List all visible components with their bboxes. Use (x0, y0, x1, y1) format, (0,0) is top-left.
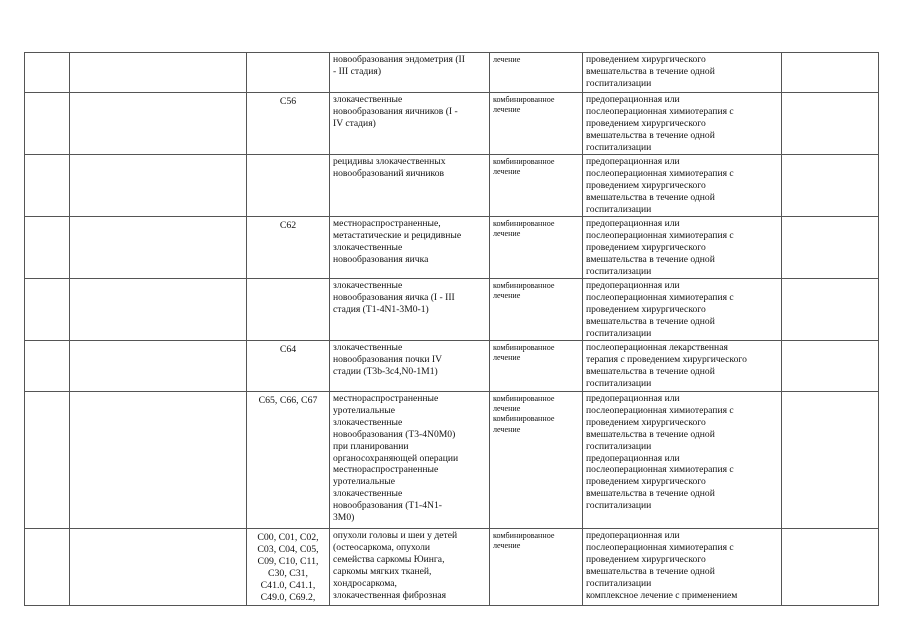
table-row (25, 341, 879, 392)
document-table (24, 52, 879, 606)
diagnosis-cell: местнораспространенные, метастатические и рецидивные злокачественные новообразования яичка (330, 217, 490, 279)
number-cell (25, 53, 70, 93)
standard-cell (782, 529, 879, 606)
treatment-method-cell: предоперационная или послеоперационная химиотерапия с проведением хирургического вмешательства в течение одной госпитализации (583, 155, 782, 217)
treatment-type-cell: комбинированное лечение (490, 529, 583, 606)
treatment-type-cell: комбинированное лечение комбинированное лечение (490, 392, 583, 529)
diagnosis-cell: новообразования эндометрия (II - III стадия) (330, 53, 490, 93)
profile-cell (70, 155, 247, 217)
icd-code-cell: C56 (247, 93, 330, 155)
standard-cell (782, 93, 879, 155)
icd-code-cell: C00, C01, C02, C03, C04, C05, C09, C10, C11, C30, C31, C41.0, C41.1, C49.0, C69.2, (247, 529, 330, 606)
profile-cell (70, 341, 247, 392)
number-cell (25, 93, 70, 155)
treatment-method-cell: проведением хирургического вмешательства в течение одной госпитализации (583, 53, 782, 93)
table-row (25, 155, 879, 217)
standard-cell (782, 341, 879, 392)
icd-code-cell: C62 (247, 217, 330, 279)
table-row (25, 279, 879, 341)
diagnosis-cell: рецидивы злокачественных новообразований яичников (330, 155, 490, 217)
table-row (25, 93, 879, 155)
number-cell (25, 341, 70, 392)
diagnosis-cell: местнораспространенные уротелиальные злокачественные новообразования (T3-4N0M0) при планировании органосохраняющей операции местнораспространенные уротелиальные злокачественные новообразования (T1-4N1- 3M0) (330, 392, 490, 529)
table-row (25, 529, 879, 606)
treatment-type-cell: комбинированное лечение (490, 93, 583, 155)
profile-cell (70, 392, 247, 529)
standard-cell (782, 392, 879, 529)
treatment-method-cell: предоперационная или послеоперационная химиотерапия с проведением хирургического вмешательства в течение одной госпитализации (583, 93, 782, 155)
treatment-type-cell: комбинированное лечение (490, 341, 583, 392)
standard-cell (782, 279, 879, 341)
icd-code-cell (247, 279, 330, 341)
profile-cell (70, 53, 247, 93)
table-row (25, 217, 879, 279)
icd-code-cell (247, 53, 330, 93)
diagnosis-cell: злокачественные новообразования яичников (I - IV стадия) (330, 93, 490, 155)
treatment-type-cell: комбинированное лечение (490, 155, 583, 217)
profile-cell (70, 93, 247, 155)
treatment-method-cell: предоперационная или послеоперационная химиотерапия с проведением хирургического вмешательства в течение одной госпитализации (583, 279, 782, 341)
table-row (25, 53, 879, 93)
number-cell (25, 217, 70, 279)
number-cell (25, 155, 70, 217)
number-cell (25, 529, 70, 606)
profile-cell (70, 529, 247, 606)
treatment-type-cell: комбинированное лечение (490, 279, 583, 341)
treatment-method-cell: предоперационная или послеоперационная химиотерапия с проведением хирургического вмешательства в течение одной госпитализации (583, 217, 782, 279)
number-cell (25, 279, 70, 341)
treatment-method-cell: предоперационная или послеоперационная химиотерапия с проведением хирургического вмешательства в течение одной госпитализации предоперационная или послеоперационная химиотерапия с проведением хирургического вмешательства в течение одной госпитализации (583, 392, 782, 529)
treatment-method-cell: предоперационная или послеоперационная химиотерапия с проведением хирургического вмешательства в течение одной госпитализации комплексное лечение с применением (583, 529, 782, 606)
diagnosis-cell: опухоли головы и шеи у детей (остеосаркома, опухоли семейства саркомы Юинга, саркомы мягких тканей, хондросаркома, злокачественная фиброзная (330, 529, 490, 606)
profile-cell (70, 279, 247, 341)
profile-cell (70, 217, 247, 279)
icd-code-cell (247, 155, 330, 217)
standard-cell (782, 53, 879, 93)
standard-cell (782, 217, 879, 279)
diagnosis-cell: злокачественные новообразования яичка (I - III стадия (T1-4N1-3M0-1) (330, 279, 490, 341)
table-row (25, 392, 879, 529)
icd-code-cell: C65, C66, C67 (247, 392, 330, 529)
standard-cell (782, 155, 879, 217)
treatment-method-cell: послеоперационная лекарственная терапия с проведением хирургического вмешательства в течение одной госпитализации (583, 341, 782, 392)
icd-code-cell: C64 (247, 341, 330, 392)
number-cell (25, 392, 70, 529)
treatment-type-cell: комбинированное лечение (490, 217, 583, 279)
treatment-type-cell: лечение (490, 53, 583, 93)
diagnosis-cell: злокачественные новообразования почки IV стадии (T3b-3c4,N0-1M1) (330, 341, 490, 392)
